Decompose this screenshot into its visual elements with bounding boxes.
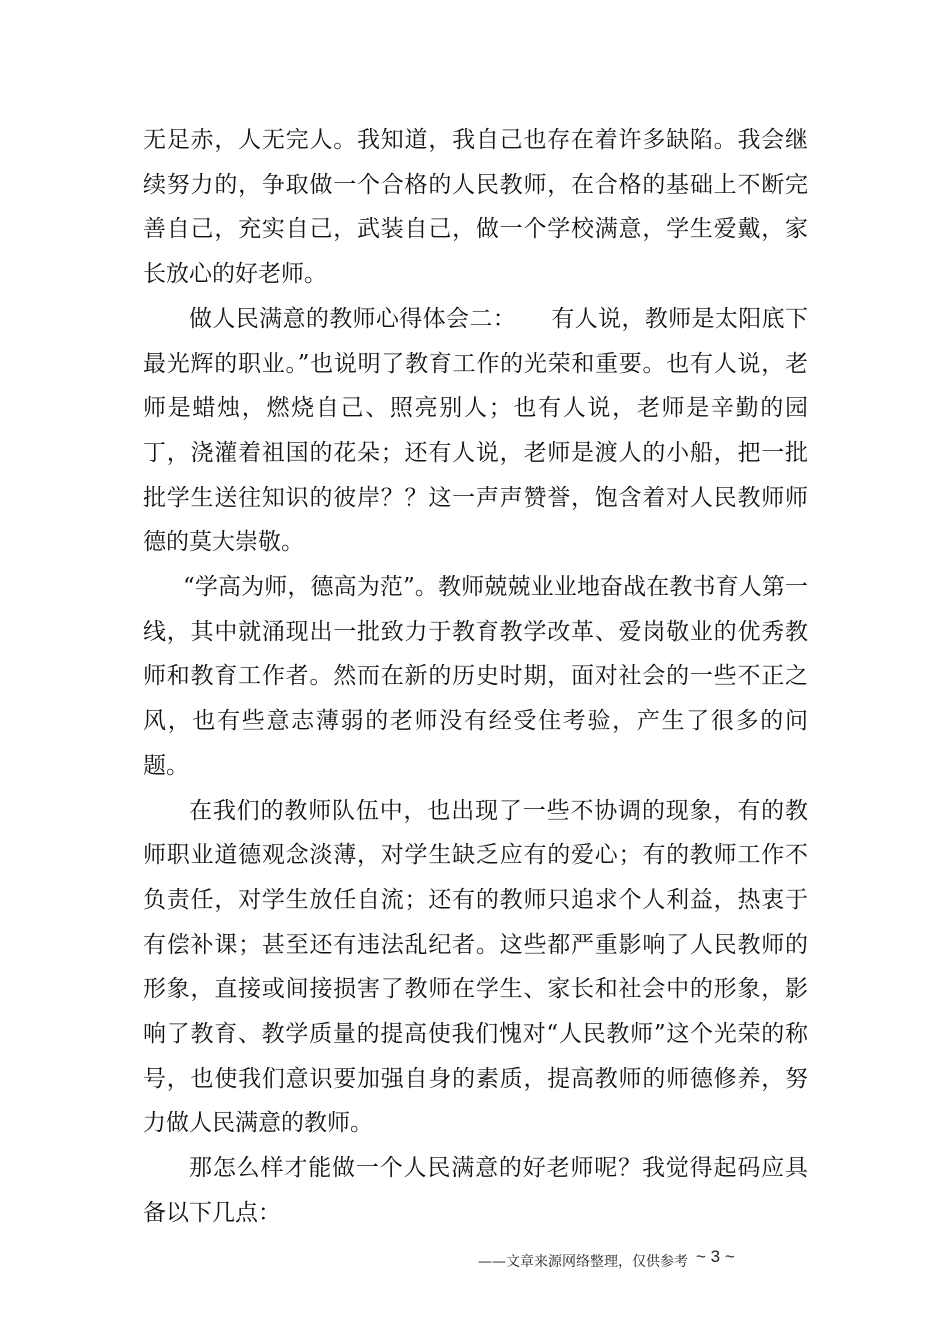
paragraph-question: 那怎么样才能做一个人民满意的好老师呢？我觉得起码应具备以下几点： [143, 1155, 808, 1226]
document-body [143, 118, 808, 1236]
page-number: ~ 3 ~ [696, 1247, 735, 1266]
paragraph-quote: “学高为师，德高为范”。教师兢兢业业地奋战在教书育人第一线，其中就涌现出一批致力于教育教学改革、爱岗敬业的优秀教师和教育工作者。然而在新的历史时期，面对社会的一些不正之风，也有些意志薄弱的老师没有经受住考验，产生了很多的问题。 [143, 574, 808, 779]
paragraph-section-two-intro: 做人民满意的教师心得体会二： 有人说，教师是太阳底下最光辉的职业。”也说明了教育工作的光荣和重要。也有人说，老师是蜡烛，燃烧自己、照亮别人；也有人说，老师是辛勤的园丁，浇灌着祖国的花朵；还有人说，老师是渡人的小船，把一批批学生送往知识的彼岸？？这一声声赞誉，饱含着对人民教师师德的莫大崇敬。 [143, 305, 808, 556]
paragraph-problems: 在我们的教师队伍中，也出现了一些不协调的现象，有的教师职业道德观念淡薄，对学生缺乏应有的爱心；有的教师工作不负责任，对学生放任自流；还有的教师只追求个人利益，热衷于有偿补课；甚至还有违法乱纪者。这些都严重影响了人民教师的形象，直接或间接损害了教师在学生、家长和社会中的形象，影响了教育、教学质量的提高使我们愧对“人民教师”这个光荣的称号，也使我们意识要加强自身的素质，提高教师的师德修养，努力做人民满意的教师。 [143, 797, 808, 1137]
page-footer [478, 1246, 778, 1276]
paragraph-continuation: 无足赤，人无完人。我知道，我自己也存在着许多缺陷。我会继续努力的，争取做一个合格的人民教师，在合格的基础上不断完善自己，充实自己，武装自己，做一个学校满意，学生爱戴，家长放心的好老师。 [143, 127, 808, 288]
footer-source-note: ——文章来源网络整理，仅供参考 [478, 1254, 688, 1270]
